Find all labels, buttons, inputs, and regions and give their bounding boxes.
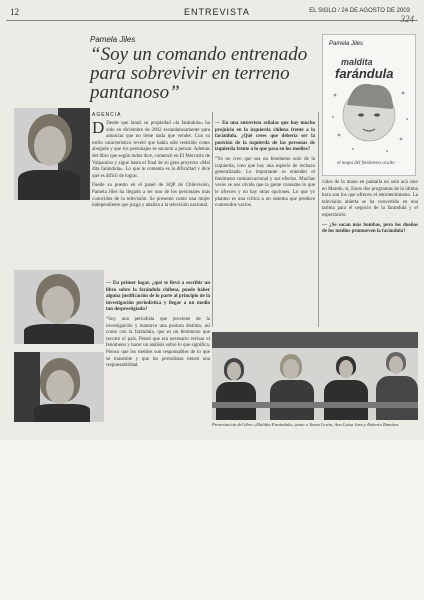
question-3: — ¿Se sacan más bombas, pero los dueños de los medios promueven la farándula? bbox=[322, 222, 418, 235]
cover-author: Pamela Jiles bbox=[329, 41, 364, 47]
article-column-3 bbox=[322, 180, 418, 239]
article-column-2 bbox=[215, 118, 315, 210]
cover-illustration bbox=[323, 35, 415, 175]
cover-title-line1: maldita bbox=[341, 57, 373, 67]
group-photo bbox=[212, 332, 418, 420]
byline: Pamela Jiles bbox=[90, 35, 136, 44]
question-1: — En primer lugar, ¿qué te llevó a escribir un libro sobre la farándula chilena, puede haber alguna justificación de lo parte al principio de la investigación periodística y llegar a un medio tan desprestigiado? bbox=[106, 281, 210, 313]
column-rule bbox=[212, 112, 213, 327]
col3-text: cidos de la mano en pantalla no solo acá sino en Mundo, sí, Estos dos programas de la última hora son los que ofrecen el entretenimiento. La televisión abierta se ha convertido en una tarima para el negocio de la farándula y el espectáculo. bbox=[322, 180, 418, 218]
agency-label: AGENCIA bbox=[92, 112, 122, 118]
drop-cap: D bbox=[92, 118, 105, 137]
photo-caption: Presentación del libro «Maldita Farándula» junto a Yasna Lewin, Ana Luisa Jara y Roberto Ramírez. bbox=[212, 422, 400, 427]
page-number: 12 bbox=[10, 7, 19, 17]
column-rule bbox=[318, 112, 319, 327]
cover-subtitle: el mapa del fenómeno oculto bbox=[337, 161, 395, 166]
col1-text-c: “Soy una periodista que proviene de la investigación y mantuvo una postura distinta; así como con la farándula, que es un fenómeno que recorre el país. Pensé que era necesario revisar el fenómeno y hacer un análisis sobre lo que significa. Pienso que los medios son responsables de lo que se transmite y que los periodistas tienen una responsabilidad. bbox=[106, 316, 210, 369]
article-column-1 bbox=[92, 118, 210, 213]
book-cover-image bbox=[322, 34, 416, 176]
portrait-photo-2 bbox=[14, 270, 104, 344]
portrait-photo-3 bbox=[14, 352, 104, 422]
headline: “Soy un comando entrenado para sobrevivir en terreno pantanoso” bbox=[90, 44, 308, 103]
page-header bbox=[6, 6, 418, 24]
portrait-photo-1 bbox=[14, 108, 90, 200]
handwritten-note: 324 bbox=[400, 14, 414, 24]
col2-text: “Yo no creo que sea un fenómeno solo de la izquierda; creo que hay una especie de rechazo generalizado. Lo importante es entender el fenómeno comunicacional y sus efectos. Muchas veces se nos olvida que la gente consume lo que le ofrecen y no hay otras opciones. Lo que yo planteo es una crítica a un sistema que produce contenidos vacíos. bbox=[215, 156, 315, 209]
cover-title-line2: farándula bbox=[335, 66, 394, 81]
col1-text-b: Desde su puesto en el panel de SQP de Chilevisión, Pamela Jiles ha llegado a ser uno de los personajes más conocidos de la televisión. Se presentó como una mujer independiente que juzga y analiza a la televisión nacional. bbox=[92, 183, 210, 209]
question-2: — En una entrevista señalas que hay mucho prejuicio en la izquierda chilena frente a la farándula. ¿Qué crees que debería ser la posición de la izquierda de las personas de izquierda frente a lo que pasa en los medios? bbox=[215, 121, 315, 153]
issue-date: EL SIGLO / 24 DE AGOSTO DE 2003 bbox=[309, 8, 410, 14]
article-column-1-lower bbox=[106, 278, 210, 370]
col1-text: Desde que lanzó su propiedad «la farándula» ha sido en diciembre de 2002 escandalosamente para anunciar que no tiene nada que vender. Con su estilo característico reveló que había sido resistido como abogada y que los personajes se sacaron a pensar. Además del libro que según todos dice, comenzó en El Mercurio de Valparaíso y sigue hasta el final de su gran proyecto «Mal dita farándula». Lo que le comenta es la dificultad y dice que es difícil de lograr. bbox=[92, 121, 210, 179]
section-title: ENTREVISTA bbox=[184, 7, 250, 17]
